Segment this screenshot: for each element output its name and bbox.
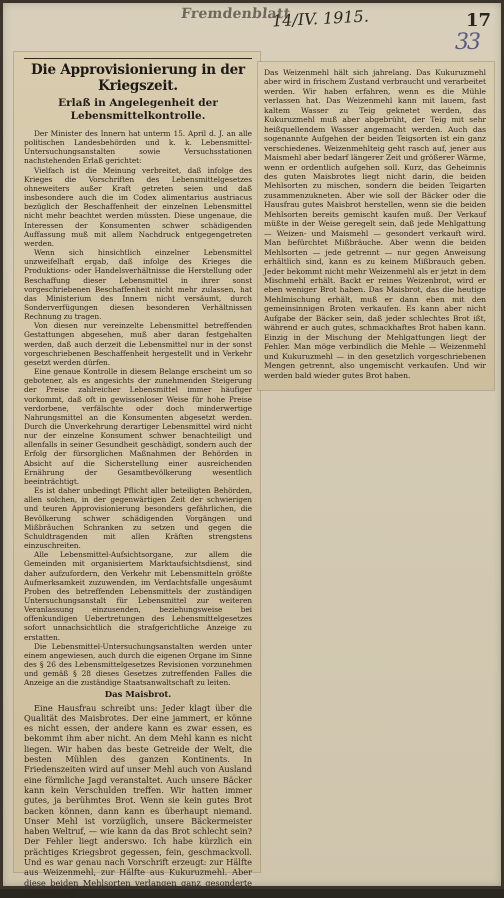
paragraph: Das Weizenmehl hält sich jahrelang. Das Kukuruzmehl aber wird in frischem Zustand verbraucht und verarbeitet werden. Wir haben erfahren, wenn es die Mühle verlassen hat. Das Weizenmehl kann mit lauem, fast kaltem Wasser zu Teig geknetet werden, das Kukuruzmehl muß aber abgebrüht, der Teig mit sehr heißquellendem Wasser angemacht werden. Auch das sogenannte Aufgehen der beiden Teigsorten ist ein ganz verschiedenes. Weizenmehlteig geht rasch auf, jener aus Maismehl aber bedarf längerer Zeit und größerer Wärme, wenn er ordentlich aufgehen soll. Kurz, das Geheimnis des guten Maisbrotes liegt nicht darin, die beiden Mehlsorten zu mischen, sondern die beiden Teigarten zusammenzukneten. Aber wie soll der Bäcker oder die Hausfrau gutes Maisbrot herstellen, wenn sie die beiden Mehlsorten bereits gemischt kaufen muß. Der Verkauf müßte in der Weise geregelt sein, daß jede Mehlgattung — Weizen- und Maismehl — gesondert verkauft wird. Man befürchtet Mißbräuche. Aber wenn die beiden Mehlsorten — jede getrennt — nur gegen Anweisung erhältlich sind, kann es zu keinem Mißbrauch geben. Jeder bekommt nicht mehr Weizenmehl als er jetzt in dem Mischmehl erhält. Backt er reines Weizenbrot, wird er eben weniger Brot haben. Das Maisbrot, das die heutige Mehlmischung erhält, muß er dann eben mit den gemeinsinnigen Broten verkaufen. Es kann aber nicht Aufgabe der Bäcker sein, daß jeder schlechtes Brot ißt, während er auch gutes, schmackhaftes Brot haben kann. Einzig in der Mischung der Mehlgattungen liegt der Fehler. Man möge verbindlich die Mehle — Weizenmehl und Kukuruzmehl — in den gesetzlich vorgeschriebenen Mengen getrennt, also ungemischt verkaufen. Und wir werden bald wieder gutes Brot haben. <box>264 68 486 380</box>
paragraph: Eine Hausfrau schreibt uns: Jeder klagt über die Qualität des Maisbrotes. Der eine jammert, er könne es nicht essen, der andere kann es zwar essen, es bekommt ihm aber nicht. An dem Mehl kann es nicht liegen. Wir haben das beste Getreide der Welt, die besten Mühlen des ganzen Kontinents. In Friedenszeiten wird auf unser Mehl auch von Ausland eine förmliche Jagd veranstaltet. Auch unsere Bäcker kann kein Verschulden treffen. Wir hatten immer gutes, ja berühmtes Brot. Wenn sie kein gutes Brot backen können, dann kann es überhaupt niemand. Unser Mehl ist vorzüglich, unsere Bäckermeister haben Weltruf, — wie kann da das Brot schlecht sein? Der Fehler liegt anderswo. Ich habe kürzlich ein prächtiges Kriegsbrot gegessen, fein, geschmackvoll. Und es war genau nach Vorschrift erzeugt: zur Hälfte aus Weizenmehl, zur Hälfte aus Kukuruzmehl. Aber diese beiden Mehlsorten verlangen ganz gesonderte Behandlung. <box>24 702 252 898</box>
paragraph: Es ist daher unbedingt Pflicht aller beteiligten Behörden, allen solchen, in der gegenwärtigen Zeit der schwierigen und teuren Approvisionierung besonders gefährlichen, die Bevölkerung schwer schädigenden Vorgängen und Mißbräuchen Schranken zu setzen und gegen die Schuldtragenden mit allen Kräften strengstens einzuschreiten. <box>24 486 252 551</box>
right-clipping <box>258 62 494 390</box>
page-number: 17 <box>466 10 492 31</box>
paragraph: Vielfach ist die Meinung verbreitet, daß infolge des Krieges die Vorschriften des Lebensmittelgesetzes ohneweiters außer Kraft getreten seien und daß insbesondere auch die im Codex alimentarius austriacus bezüglich der Beschaffenheit der einzelnen Lebensmittel nicht mehr beachtet werden müssten. Diese ungenaue, die Interessen der Konsumenten schwer schädigenden Auffassung muß mit allem Nachdruck entgegengetreten werden. <box>24 165 252 248</box>
article-headline: Die Approvisionierung in der Kriegszeit. <box>31 62 245 94</box>
section-title: Das Maisbrot. <box>104 689 172 700</box>
paragraph: Alle Lebensmittel-Aufsichtsorgane, zur allem die Gemeinden mit organisiertem Marktaufsichtsdienst, sind daher aufzufordern, den Verkehr mit Lebensmitteln größte Aufmerksamkeit zuzuwenden, im Verdachtsfalle ungesäumt Proben des betreffenden Lebensmittels der zuständigen Untersuchungsanstalt für Lebensmittel zur weiteren Veranlassung einzusenden, beziehungsweise bei offenkundigen Uebertretungen des Lebensmittelgesetzes sofort unnachsichtlich die strafgerichtliche Anzeige zu erstatten. <box>24 550 252 642</box>
paragraph: Der Minister des Innern hat unterm 15. April d. J. an alle politischen Landesbehörden und k. k. Lebensmittel-Untersuchungsanstalten sowie Versuchsstationen nachstehenden Erlaß gerichtet: <box>24 129 252 166</box>
paragraph: Eine genaue Kontrolle in diesem Belange erscheint um so gebotener, als es angesichts der zunehmenden Steigerung der Preise zahlreicher Lebensmittel immer häufiger vorkommt, daß oft in gewissenloser Weise für hohe Preise verdorbene, verfälschte oder doch minderwertige Nahrungsmittel an die Konsumenten abgesetzt werden. Durch die Unverkehrung derartiger Lebensmittel wird nicht nur der einzelne Konsument schwer benachteiligt und allenfalls in seiner Gesundheit geschädigt, sondern auch der Erfolg der fürsorglichen Maßnahmen der Behörden in Absicht auf die Sicherstellung einer ausreichenden Ernährung der Gesamtbevölkerung wesentlich beeinträchtigt. <box>24 367 252 486</box>
left-clipping <box>14 52 260 898</box>
paragraph: Die Lebensmittel-Untersuchungsanstalten werden unter einem angewiesen, auch durch die eigenen Organe im Sinne des § 26 des Lebensmittelgesetzes Revisionen vorzunehmen und gemäß § 28 dieses Gesetzes zutreffenden Falles die Anzeige an die zuständige Staatsanwaltschaft zu leiten. <box>24 641 252 688</box>
newspaper-stamp: Fremdenblatt <box>180 6 292 22</box>
handwritten-date: 14/IV. 1915. <box>271 6 370 31</box>
article-subhead: Erlaß in Angelegenheit der Lebensmittelkontrolle. <box>58 97 218 122</box>
paragraph: Von diesen nur vereinzelte Lebensmittel betreffenden Gestattungen abgesehen, muß aber daran festgehalten werden, daß auch derzeit die Lebensmittel nur in der sonst vorgeschriebenen Beschaffenheit hergestellt und in Verkehr gesetzt werden dürfen. <box>24 321 252 367</box>
handwritten-number: 33 <box>455 30 479 55</box>
paragraph: Wenn sich hinsichtlich einzelner Lebensmittel unzweifelhaft ergab, daß infolge des Krieges die Produktions- oder Handelsverhältnisse die Herstellung oder Beschaffung dieser Lebensmittel in ihrer sonst vorgeschriebenen Beschaffenheit nicht mehr zulassen, hat das Ministerium des Innern nicht versäumt, durch Sonderverfügungen diesen besonderen Verhältnissen Rechnung zu tragen. <box>24 248 252 322</box>
rule <box>24 58 252 59</box>
